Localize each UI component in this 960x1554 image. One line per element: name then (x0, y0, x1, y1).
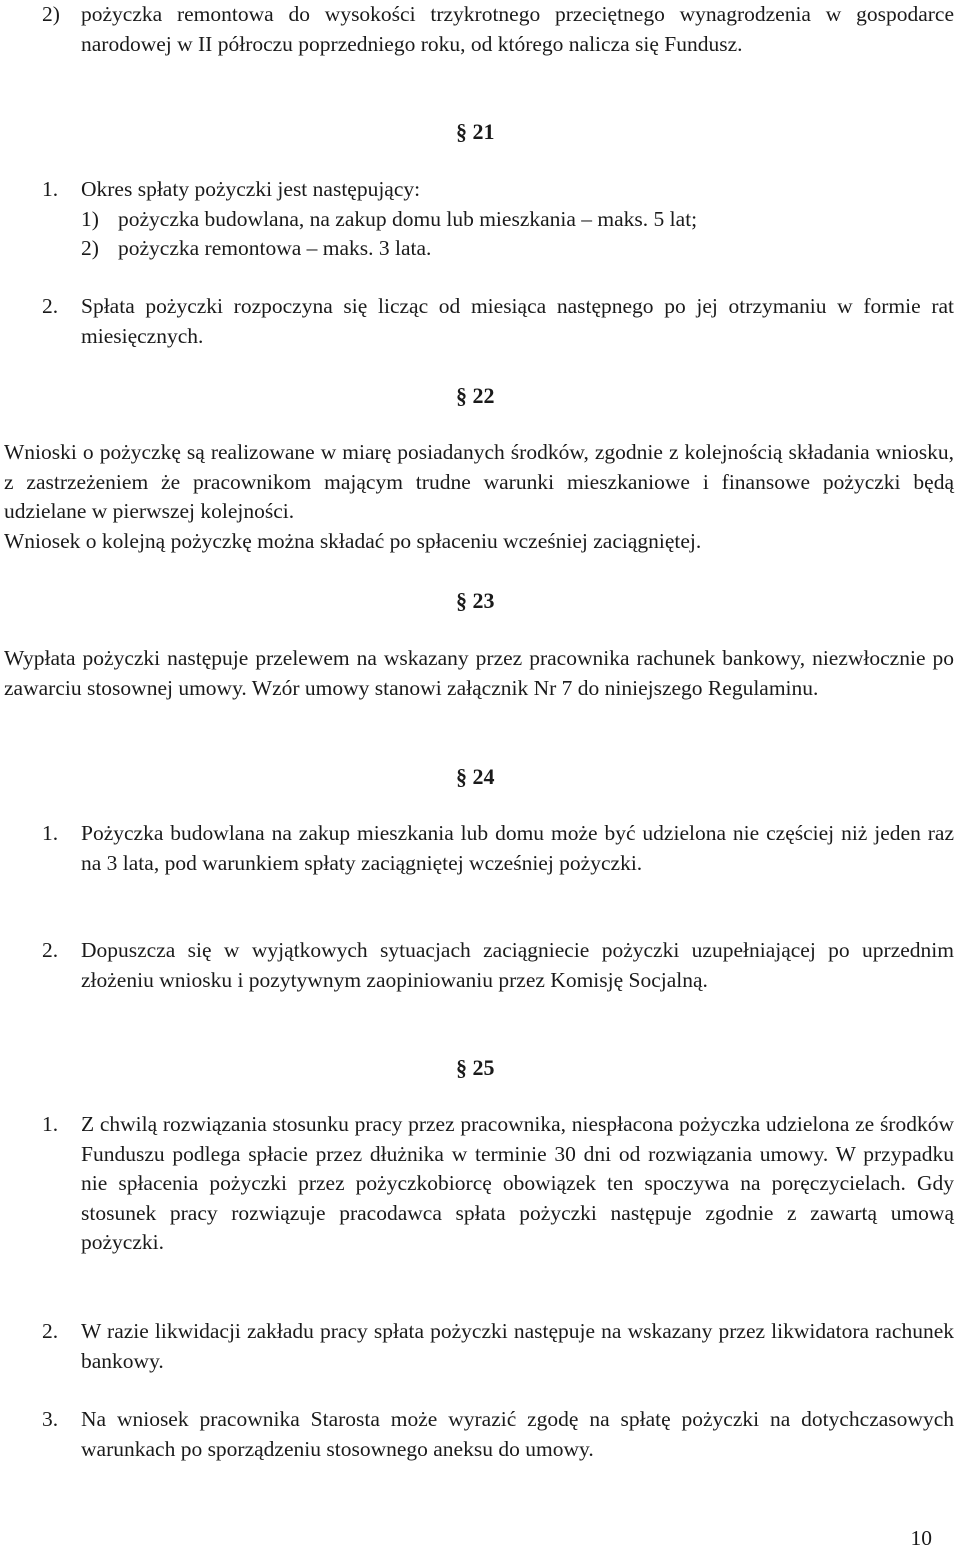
point-number: 1. (42, 177, 59, 201)
point-text: Na wniosek pracownika Starosta może wyrazić zgodę na spłatę pożyczki na dotychczasowych warunkach po sporządzeniu stosownego aneksu do umowy. (81, 1407, 954, 1461)
loan-item-renovation (0, 0, 960, 59)
point-text: Pożyczka budowlana na zakup mieszkania lub domu może być udzielona nie częściej niż jeden raz na 3 lata, pod warunkiem spłaty zaciągniętej wcześniej pożyczki. (81, 821, 954, 875)
point-number: 1. (42, 1112, 59, 1136)
section-heading-24: § 24 (456, 764, 495, 789)
paragraph: Wypłata pożyczki następuje przelewem na wskazany przez pracownika rachunek bankowy, niezwłocznie po zawarciu stosownej umowy. Wzór umowy stanowi załącznik Nr 7 do niniejszego Regulaminu. (4, 646, 954, 700)
point-text: W razie likwidacji zakładu pracy spłata pożyczki następuje na wskazany przez likwidatora rachunek bankowy. (81, 1319, 954, 1373)
section-25-point-2 (0, 1317, 960, 1376)
section-heading-23: § 23 (456, 588, 495, 613)
section-heading-21: § 21 (456, 119, 495, 144)
point-number: 3. (42, 1407, 59, 1431)
subpoint-number: 1) (81, 206, 99, 231)
point-number: 2. (42, 294, 59, 318)
section-21-point-1 (0, 175, 960, 264)
point-text: Spłata pożyczki rozpoczyna się licząc od miesiąca następnego po jej otrzymaniu w formie rat miesięcznych. (81, 294, 954, 348)
paragraph: Wnioski o pożyczkę są realizowane w miarę posiadanych środków, zgodnie z kolejnością składania wniosku, z zastrzeżeniem że pracownikom mającym trudne warunki mieszkaniowe i finansowe pożyczki będą udzielane w pierwszej kolejności. (4, 440, 954, 523)
point-text: Z chwilą rozwiązania stosunku pracy przez pracownika, niespłacona pożyczka udzielona ze środków Funduszu podlega spłacie przez dłużnika w terminie 30 dni od rozwiązania umowy. W przypadku nie spłacenia pożyczki przez pożyczkobiorcę obowiązek ten spoczywa na poręczycielach. Gdy stosunek pracy rozwiązuje pracodawca spłata pożyczki następuje zgodnie z zawartą umową pożyczki. (81, 1112, 954, 1254)
section-22-text (0, 438, 960, 556)
subpoint-number: 2) (81, 236, 99, 260)
section-24-point-1 (0, 819, 960, 878)
point-number: 1. (42, 821, 59, 845)
section-24-point-2 (0, 936, 960, 995)
page-number: 10 (910, 1526, 932, 1550)
item-number: 2) (42, 2, 60, 26)
point-text: Okres spłaty pożyczki jest następujący: (81, 177, 421, 201)
item-text: pożyczka remontowa do wysokości trzykrotnego przeciętnego wynagrodzenia w gospodarce narodowej w II półroczu poprzedniego roku, od którego nalicza się Fundusz. (81, 2, 954, 56)
section-21-point-2 (0, 292, 960, 351)
subpoint-text: pożyczka remontowa – maks. 3 lata. (118, 236, 432, 260)
point-number: 2. (42, 1319, 59, 1343)
section-heading-25: § 25 (456, 1055, 495, 1080)
point-number: 2. (42, 938, 59, 962)
paragraph: Wniosek o kolejną pożyczkę można składać po spłaceniu wcześniej zaciągniętej. (4, 528, 702, 553)
section-25-point-3 (0, 1405, 960, 1464)
subpoint-1 (0, 205, 960, 235)
section-heading-22: § 22 (456, 383, 495, 408)
subpoint-2 (0, 234, 960, 264)
point-text: Dopuszcza się w wyjątkowych sytuacjach zaciągniecie pożyczki uzupełniającej po uprzednim złożeniu wniosku i pozytywnym zaopiniowaniu przez Komisję Socjalną. (81, 938, 954, 992)
section-25-point-1 (0, 1110, 960, 1258)
subpoint-text: pożyczka budowlana, na zakup domu lub mieszkania – maks. 5 lat; (118, 206, 698, 231)
section-23-text (0, 644, 960, 703)
